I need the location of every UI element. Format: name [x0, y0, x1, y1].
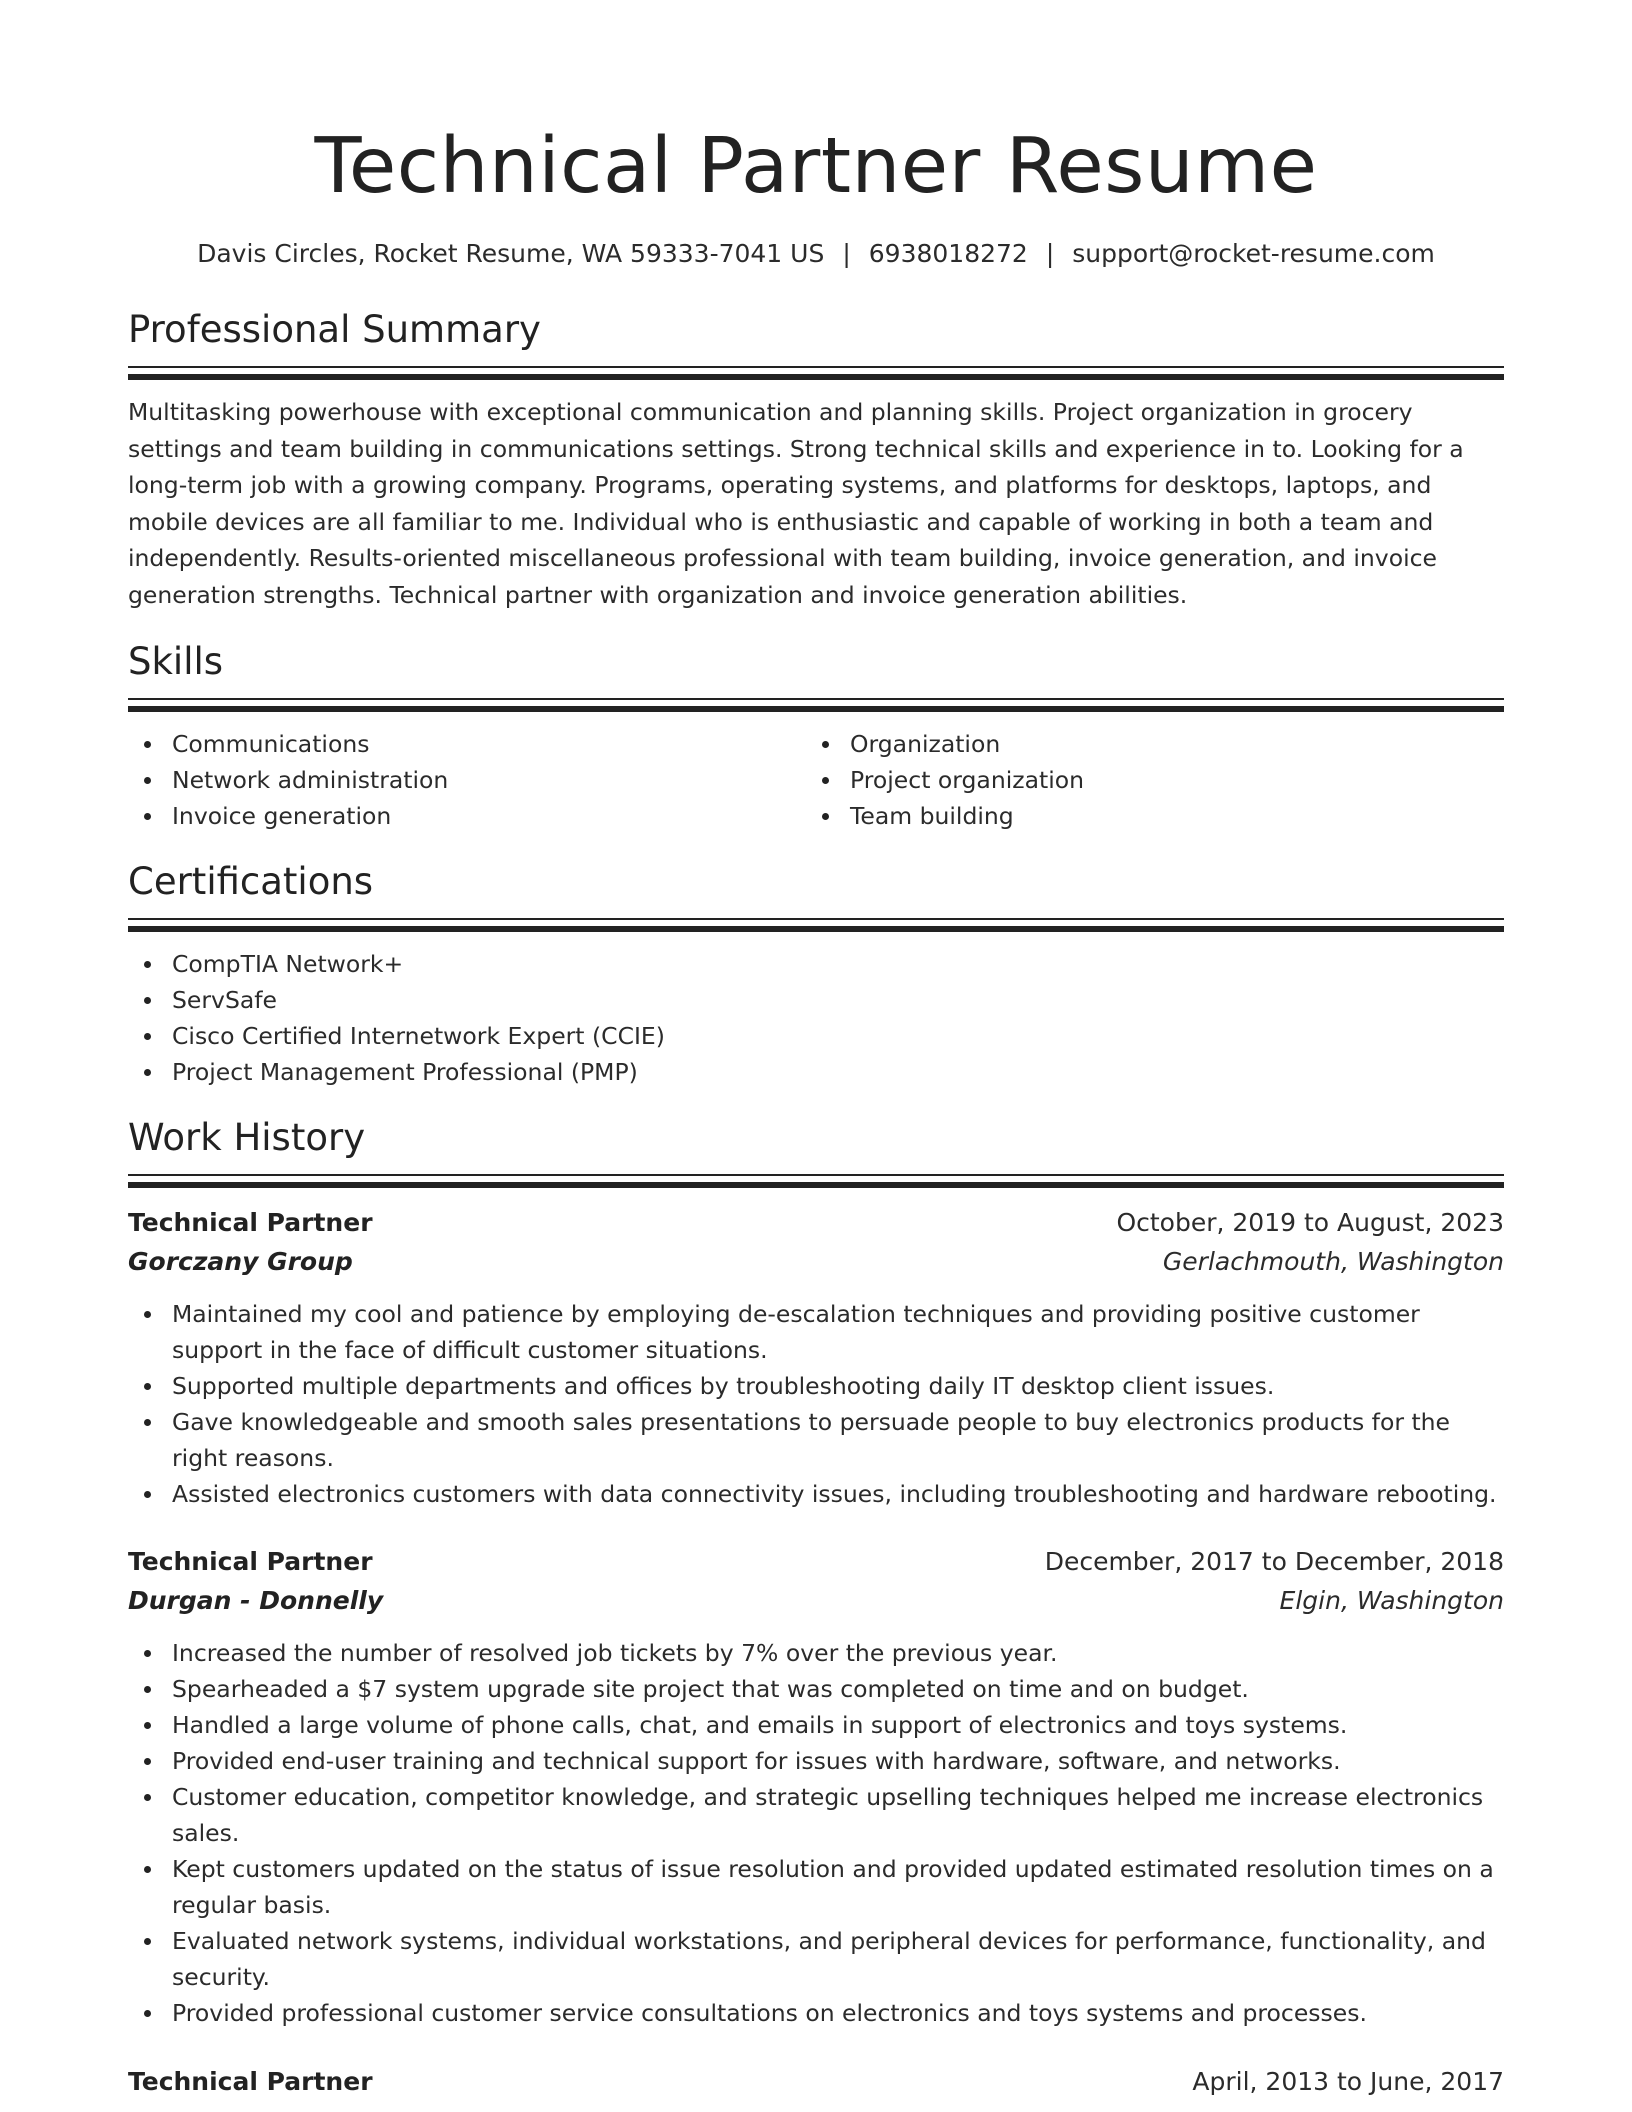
job-bullet: Gave knowledgeable and smooth sales presentations to persuade people to buy electronics products for the right reasons.	[172, 1404, 1504, 1476]
job-dates: April, 2013 to June, 2017	[1192, 2067, 1504, 2096]
job-bullet: Increased the number of resolved job tickets by 7% over the previous year.	[172, 1635, 1504, 1671]
contact-separator: |	[1045, 239, 1055, 268]
job-title: Technical Partner	[128, 2067, 373, 2096]
job-header	[128, 2063, 1504, 2101]
job-bullet: Provided end-user training and technical support for issues with hardware, software, and networks.	[172, 1743, 1504, 1779]
skills-column-right	[806, 726, 1484, 834]
skill-item: Team building	[850, 798, 1484, 834]
skills-heading: Skills	[128, 640, 224, 683]
job-bullet: Evaluated network systems, individual workstations, and peripheral devices for performance, functionality, and security.	[172, 1923, 1504, 1995]
contact-email[interactable]: support@rocket-resume.com	[1072, 239, 1435, 268]
job-bullet: Maintained my cool and patience by employing de-escalation techniques and providing positive customer support in the face of difficult customer situations.	[172, 1296, 1504, 1368]
section-divider-thin	[128, 366, 1504, 368]
job-bullet: Spearheaded a $7 system upgrade site project that was completed on time and on budget.	[172, 1671, 1504, 1707]
section-divider-thick	[128, 706, 1504, 712]
skills-grid	[128, 726, 1504, 834]
job-title: Technical Partner	[128, 1547, 373, 1576]
certification-item: Project Management Professional (PMP)	[172, 1054, 1504, 1090]
job-bullet: Provided professional customer service consultations on electronics and toys systems and processes.	[172, 1995, 1504, 2031]
job-bullet: Supported multiple departments and offices by troubleshooting daily IT desktop client issues.	[172, 1368, 1504, 1404]
contact-phone: 6938018272	[868, 239, 1028, 268]
job-company: Durgan - Donnelly	[128, 1586, 384, 1615]
job-entry	[128, 1204, 1504, 1512]
skill-item: Organization	[850, 726, 1484, 762]
certifications-list	[128, 946, 1504, 1090]
section-divider-thin	[128, 1174, 1504, 1176]
skill-item: Invoice generation	[172, 798, 806, 834]
job-company: Gorczany Group	[128, 1247, 353, 1276]
section-divider-thick	[128, 374, 1504, 380]
job-dates: October, 2019 to August, 2023	[1116, 1208, 1504, 1237]
skill-item: Communications	[172, 726, 806, 762]
job-bullet: Customer education, competitor knowledge, and strategic upselling techniques helped me increase electronics sales.	[172, 1779, 1504, 1851]
job-subheader	[128, 1581, 1504, 1621]
certification-item: Cisco Certified Internetwork Expert (CCIE)	[172, 1018, 1504, 1054]
job-location: Elgin, Washington	[1279, 1586, 1504, 1615]
skills-list-right	[806, 726, 1484, 834]
job-entry	[128, 1543, 1504, 2031]
summary-heading: Professional Summary	[128, 308, 541, 351]
certifications-section	[128, 858, 1504, 1090]
job-bullets	[128, 1635, 1504, 2031]
job-entry	[128, 2063, 1504, 2101]
skills-column-left	[128, 726, 806, 834]
job-bullets	[128, 1296, 1504, 1512]
section-divider-thin	[128, 698, 1504, 700]
job-dates: December, 2017 to December, 2018	[1044, 1547, 1504, 1576]
certification-item: CompTIA Network+	[172, 946, 1504, 982]
work-history-section	[128, 1114, 1504, 2101]
skill-item: Network administration	[172, 762, 806, 798]
skills-section	[128, 638, 1504, 834]
summary-text: Multitasking powerhouse with exceptional communication and planning skills. Project organization in grocery settings and team building in communications settings. Strong technical skills and experience in to. Looking for a long-term job with a growing company. Programs, operating systems, and platforms for desktops, laptops, and mobile devices are all familiar to me. Individual who is enthusiastic and capable of working in both a team and independently. Results-oriented miscellaneous professional with team building, invoice generation, and invoice generation strengths. Technical partner with organization and invoice generation abilities.	[128, 398, 1464, 609]
resume-page	[128, 0, 1504, 2101]
contact-separator: |	[842, 239, 851, 268]
job-header	[128, 1204, 1504, 1242]
job-bullet: Assisted electronics customers with data connectivity issues, including troubleshooting and hardware rebooting.	[172, 1476, 1504, 1512]
skill-item: Project organization	[850, 762, 1484, 798]
certification-item: ServSafe	[172, 982, 1504, 1018]
certifications-heading: Certifications	[128, 860, 374, 903]
job-location: Gerlachmouth, Washington	[1162, 1247, 1504, 1276]
job-bullet: Handled a large volume of phone calls, chat, and emails in support of electronics and toys systems.	[172, 1707, 1504, 1743]
resume-title: Technical Partner Resume	[314, 122, 1318, 211]
summary-section	[128, 306, 1504, 613]
section-divider-thin	[128, 918, 1504, 920]
section-divider-thick	[128, 926, 1504, 932]
job-title: Technical Partner	[128, 1208, 373, 1237]
work-history-heading: Work History	[128, 1116, 366, 1159]
section-divider-thick	[128, 1182, 1504, 1188]
job-header	[128, 1543, 1504, 1581]
job-bullet: Kept customers updated on the status of issue resolution and provided updated estimated resolution times on a regular basis.	[172, 1851, 1504, 1923]
skills-list-left	[128, 726, 806, 834]
contact-line	[128, 236, 1504, 272]
contact-address: Davis Circles, Rocket Resume, WA 59333-7041 US	[197, 239, 825, 268]
job-subheader	[128, 1242, 1504, 1282]
